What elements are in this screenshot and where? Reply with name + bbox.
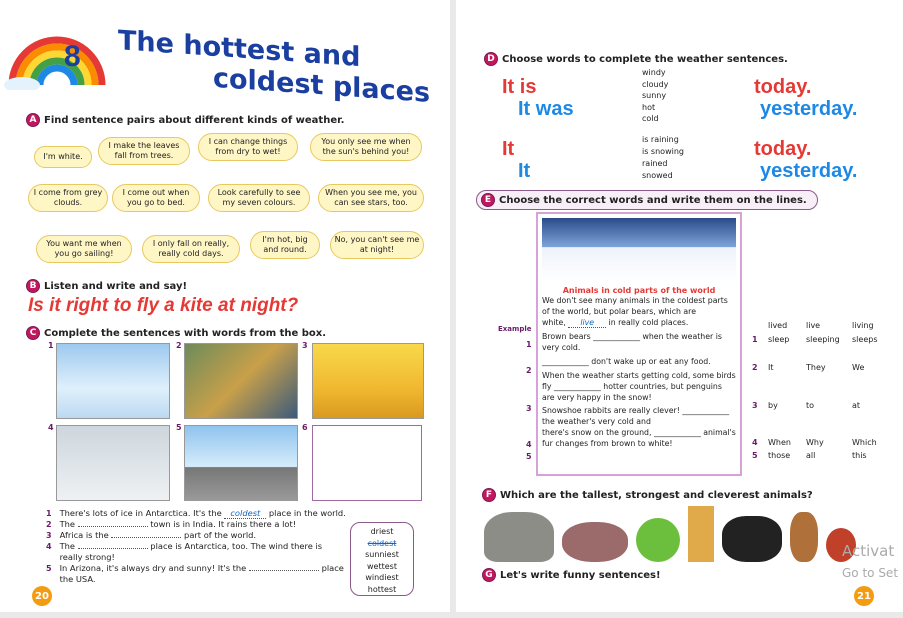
section-a-heading: A Find sentence pairs about different kinds of weather. [26,113,344,127]
giraffe-picture [688,506,714,562]
answer-blank[interactable] [78,548,148,549]
section-f-heading: F Which are the tallest, strongest and cleverest animals? [482,488,813,502]
question-text: Is it right to fly a kite at night? [28,295,299,316]
reading-text: We don't see many animals in the coldest parts of the world, but polar bears, which are white, live in really cold places. Brown bears ____________ when the weather is very cold. ____________ don't wake up or eat any food. When the weather starts getting cold, some birds fly ____________ hotter countries, but penguins are very happy in the snow! Snowshoe rabbits are really clever! ____________ the weather's very cold and there's snow on the ground, ____________ animal's fur changes from brown to white! [542,296,736,448]
bubble[interactable]: No, you can't see me at night! [330,231,424,259]
word-options: is raining is snowing rained snowed [642,135,684,180]
bubble[interactable]: I only fall on really, really cold days. [142,235,240,263]
picture-number: 1 [48,341,54,350]
reading-text-box [536,212,742,476]
option-table: lived live living 1 sleep sleeping sleeps 2 It They We 3 by to at 4 When Why Which 5 those all this [752,321,878,460]
bubble[interactable]: I can change things from dry to wet! [198,133,298,161]
word-box: driest coldest sunniest wettest windiest hottest [350,522,414,596]
right-page [456,0,903,612]
line-number: 5 [526,452,532,461]
answer-blank[interactable] [249,570,319,571]
line-number: 3 [526,404,532,413]
bubble[interactable]: I come from grey clouds. [28,184,108,212]
unit-number: 8 [64,40,81,73]
sentence-end: today. [754,138,812,160]
bubble[interactable]: I make the leaves fall from trees. [98,137,190,165]
page-number: 21 [854,586,874,606]
bear-picture [722,516,782,562]
sentence-start: It [518,160,531,182]
bubble[interactable]: Look carefully to see my seven colours. [208,184,310,212]
hippo-picture [562,522,628,562]
picture-number: 2 [176,341,182,350]
line-number: 4 [526,440,532,449]
bubble[interactable]: I come out when you go to bed. [112,184,200,212]
picture-number: 6 [302,423,308,432]
snake-picture [636,518,680,562]
desert-picture [312,343,424,419]
answer-blank[interactable] [78,526,148,527]
windy-tree-picture [56,425,170,501]
line-number: 1 [526,340,532,349]
picture-number: 3 [302,341,308,350]
section-b-heading: B Listen and write and say! [26,279,187,293]
left-page [0,0,450,612]
sentence-list: 1 There's lots of ice in Antarctica. It's the coldest place in the world. 2 The town is in India. It rains there a lot! 3 Africa is the part of the world. 4 The place is Antarctica, too. The wind there is really strong! 5 In Arizona, it's always dry and sunny! It's the place the USA. [46,508,346,584]
bubble[interactable]: When you see me, you can see stars, too. [318,184,424,212]
section-e-heading: E Choose the correct words and write them on the lines. [476,190,818,210]
answer-blank[interactable]: coldest [224,508,266,519]
sentence-end: yesterday. [760,160,858,182]
line-number: 2 [526,366,532,375]
sentence-start: It [502,138,515,160]
sentence-start: It is [502,76,537,98]
bubble[interactable]: I'm white. [34,146,92,168]
animal-pictures [484,506,864,562]
sentence-end: yesterday. [760,98,858,120]
city-picture [184,425,298,501]
antarctica-picture [56,343,170,419]
empty-picture-frame [312,425,422,501]
page-number: 20 [32,586,52,606]
word-options: windy cloudy sunny hot cold [642,68,669,123]
sentence-start: It was [518,98,574,120]
rainbow-icon [2,15,112,90]
polar-bear-picture [542,218,736,282]
answer-blank[interactable] [111,537,181,538]
example-answer: live [568,318,606,328]
bubble[interactable]: You want me when you go sailing! [36,235,132,263]
rain-town-picture [184,343,298,419]
activation-watermark: Activat Go to Set [842,542,899,580]
text-title: Animals in cold parts of the world [562,286,716,295]
page-title: The hottest and coldest places [118,25,431,109]
elephant-picture [484,512,554,562]
picture-number: 4 [48,423,54,432]
bubble[interactable]: I'm hot, big and round. [250,231,320,259]
section-d-heading: D Choose words to complete the weather sentences. [484,52,788,66]
bubble[interactable]: You only see me when the sun's behind you! [310,133,422,161]
section-c-heading: C Complete the sentences with words from the box. [26,326,326,340]
sentence-end: today. [754,76,812,98]
example-label: Example [498,325,532,333]
section-g-heading: G Let's write funny sentences! [482,568,661,582]
rabbit-picture [790,512,818,562]
picture-number: 5 [176,423,182,432]
